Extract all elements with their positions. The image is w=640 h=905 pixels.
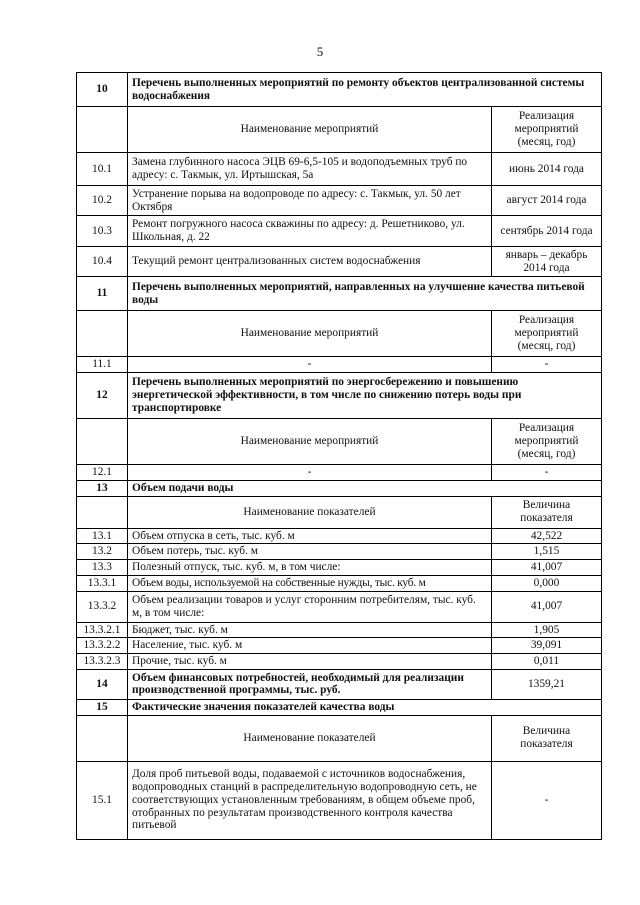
table-row	[77, 186, 602, 216]
row-value: -	[491, 761, 601, 839]
column-header-name: Наименование мероприятий	[128, 107, 492, 153]
empty-cell	[77, 715, 128, 761]
row-name: Устранение порыва на водопроводе по адресу: с. Такмык, ул. 50 лет Октября	[128, 186, 492, 216]
section-number: 15	[77, 699, 128, 715]
header-row	[77, 496, 602, 528]
row-value: -	[491, 464, 601, 480]
section-title: Перечень выполненных мероприятий, направленных на улучшение качества питьевой воды	[128, 277, 602, 311]
row-name: Объем потерь, тыс. куб. м	[128, 544, 492, 560]
row-name: Объем воды, используемой на собственные нужды, тыс. куб. м	[128, 575, 492, 591]
row-number: 10.4	[77, 247, 128, 277]
row-name: Ремонт погружного насоса скважины по адресу: д. Решетниково, ул. Школьная, д. 22	[128, 216, 492, 247]
table-row	[77, 357, 602, 373]
row-name: Полезный отпуск, тыс. куб. м, в том числе:	[128, 560, 492, 576]
section-row-10	[77, 73, 602, 107]
section-row-14	[77, 669, 602, 699]
section-row-11	[77, 277, 602, 311]
report-table	[76, 72, 602, 840]
table-row	[77, 761, 602, 839]
row-value: 41,007	[491, 560, 601, 576]
row-value: сентябрь 2014 года	[491, 216, 601, 247]
column-header-period: Реализация мероприятий (месяц, год)	[491, 107, 601, 153]
section-title: Перечень выполненных мероприятий по энергосбережению и повышению энергетической эффективности, в том числе по снижению потерь воды при транспортировке	[128, 372, 602, 418]
section-title: Объем финансовых потребностей, необходимый для реализации производственной программы, тыс. руб.	[128, 669, 492, 699]
row-value: 39,091	[491, 638, 601, 654]
row-value: -	[491, 357, 601, 373]
header-row	[77, 107, 602, 153]
section-row-12	[77, 372, 602, 418]
row-name: Текущий ремонт централизованных систем водоснабжения	[128, 247, 492, 277]
table-row	[77, 544, 602, 560]
row-number: 12.1	[77, 464, 128, 480]
row-name: Замена глубинного насоса ЭЦВ 69-6,5-105 и водоподъемных труб по адресу: с. Такмык, ул. Иртышская, 5а	[128, 153, 492, 186]
row-value: январь – декабрь 2014 года	[491, 247, 601, 277]
section-number: 11	[77, 277, 128, 311]
row-name: Доля проб питьевой воды, подаваемой с источников водоснабжения, водопроводных станций в распределительную водопроводную сеть, не соответствующих установленным требованиям, в общем объеме проб, отобранных по результатам производственного контроля качества питьевой	[128, 761, 492, 839]
row-number: 13.3.2	[77, 591, 128, 622]
row-number: 13.3.1	[77, 575, 128, 591]
row-value: июнь 2014 года	[491, 153, 601, 186]
section-number: 12	[77, 372, 128, 418]
row-value: 0,011	[491, 654, 601, 670]
row-number: 13.3.2.3	[77, 654, 128, 670]
table-row	[77, 216, 602, 247]
column-header-value: Величина показателя	[491, 496, 601, 528]
section-title: Объем подачи воды	[128, 480, 602, 496]
row-name: Население, тыс. куб. м	[128, 638, 492, 654]
row-number: 10.1	[77, 153, 128, 186]
row-value: 42,522	[491, 528, 601, 544]
empty-cell	[77, 496, 128, 528]
table-row	[77, 528, 602, 544]
column-header-name: Наименование мероприятий	[128, 311, 492, 357]
row-number: 11.1	[77, 357, 128, 373]
section-number: 13	[77, 480, 128, 496]
section-number: 10	[77, 73, 128, 107]
empty-cell	[77, 107, 128, 153]
row-name: -	[128, 464, 492, 480]
row-number: 13.3.2.2	[77, 638, 128, 654]
section-value: 1359,21	[491, 669, 601, 699]
header-row	[77, 418, 602, 464]
row-value: август 2014 года	[491, 186, 601, 216]
table-row	[77, 247, 602, 277]
header-row	[77, 311, 602, 357]
row-name: Объем реализации товаров и услуг сторонним потребителям, тыс. куб. м, в том числе:	[128, 591, 492, 622]
section-row-15	[77, 699, 602, 715]
section-number: 14	[77, 669, 128, 699]
row-number: 10.2	[77, 186, 128, 216]
table-row	[77, 638, 602, 654]
row-number: 13.2	[77, 544, 128, 560]
page-number: 5	[316, 44, 324, 59]
column-header-name: Наименование показателей	[128, 715, 492, 761]
header-row	[77, 715, 602, 761]
column-header-period: Реализация мероприятий (месяц, год)	[491, 311, 601, 357]
row-number: 10.3	[77, 216, 128, 247]
row-value: 0,000	[491, 575, 601, 591]
row-number: 13.1	[77, 528, 128, 544]
row-name: Бюджет, тыс. куб. м	[128, 622, 492, 638]
row-value: 41,007	[491, 591, 601, 622]
table-row	[77, 560, 602, 576]
row-value: 1,905	[491, 622, 601, 638]
column-header-name: Наименование показателей	[128, 496, 492, 528]
table-row	[77, 153, 602, 186]
table-row	[77, 464, 602, 480]
column-header-period: Реализация мероприятий (месяц, год)	[491, 418, 601, 464]
row-number: 13.3	[77, 560, 128, 576]
row-name: -	[128, 357, 492, 373]
table-row	[77, 575, 602, 591]
empty-cell	[77, 418, 128, 464]
column-header-value: Величина показателя	[491, 715, 601, 761]
row-name: Объем отпуска в сеть, тыс. куб. м	[128, 528, 492, 544]
row-number: 15.1	[77, 761, 128, 839]
row-name: Прочие, тыс. куб. м	[128, 654, 492, 670]
section-row-13	[77, 480, 602, 496]
empty-cell	[77, 311, 128, 357]
row-value: 1,515	[491, 544, 601, 560]
table-row	[77, 654, 602, 670]
section-title: Перечень выполненных мероприятий по ремонту объектов централизованной системы водоснабжения	[128, 73, 602, 107]
row-number: 13.3.2.1	[77, 622, 128, 638]
table-row	[77, 622, 602, 638]
table-row	[77, 591, 602, 622]
column-header-name: Наименование мероприятий	[128, 418, 492, 464]
section-title: Фактические значения показателей качества воды	[128, 699, 602, 715]
